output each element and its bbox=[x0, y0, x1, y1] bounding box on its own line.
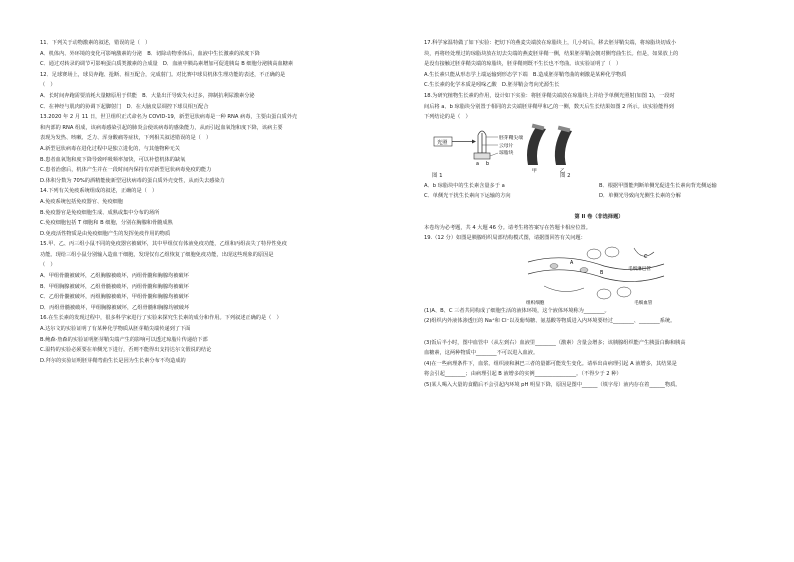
question-line: 间后将 a、b 琼脂块分别置于相同的去尖端胚芽鞘甲和乙的一侧，数天后生长结果如图 2 所示。该实验能得到 bbox=[424, 103, 674, 110]
option-item: B．根据甲图能判断单侧光促进生长素向背光侧运输 bbox=[599, 182, 717, 189]
question-line: D.拜尔的实验证明胚芽鞘弯曲生长是因为生长素分布不均造成的 bbox=[40, 357, 186, 364]
question-line: （ ） bbox=[40, 82, 56, 89]
question-line: 12．足球赛场上，球员奔跑、抢断、相互配合，完成射门。对比赛中球员机体生理功能的表述，不正确的是 bbox=[40, 71, 286, 78]
question-line: 表现为发热、咳嗽、乏力、浑身酸痛等症状，下列相关叙述错误的是（ ） bbox=[40, 135, 212, 142]
label-a: a bbox=[476, 161, 479, 167]
lymph-label: 毛细淋巴管 bbox=[628, 266, 651, 272]
question-line: 下列结论的是（ ） bbox=[424, 114, 471, 121]
figure-2-caption: 图 2 bbox=[560, 172, 571, 179]
capillary-label: 毛细血管 bbox=[634, 300, 653, 306]
label-b: b bbox=[486, 161, 490, 167]
plant-experiment-figure bbox=[432, 123, 632, 174]
question-line: C．通过对转录的调节可影响蛋白质类激素的合成量 D．血液中胰岛素增加可促进胰岛 B 细胞分泌胰高血糖素 bbox=[40, 61, 294, 68]
option-item: D．单侧光导致向光侧生长素的分解 bbox=[599, 193, 681, 200]
light-label: 光照 bbox=[437, 139, 448, 146]
cells-label: 组织细胞 bbox=[526, 300, 545, 306]
coleoptile-yi bbox=[555, 129, 572, 165]
section-title: 第 II 卷（非选择题） bbox=[574, 213, 624, 220]
question-line: 19.（12 分）如图是胰腺组织局部结构模式图，请据图回答有关问题： bbox=[424, 235, 586, 242]
figure-1-caption: 图 1 bbox=[432, 172, 443, 179]
question-line: 11．下列关于动物激素的叙述，错误的是（ ） bbox=[40, 40, 151, 46]
tissue-cell bbox=[587, 249, 601, 259]
question-line: D．丙组骨髓被破坏，甲组胸腺被破坏，乙组骨髓和胸腺均被破坏 bbox=[40, 304, 190, 311]
question-line: C.温特的实验必须要在单侧光下进行，否则不能得出支持达尔文假说的结论 bbox=[40, 347, 212, 354]
label-jia: 甲 bbox=[532, 168, 537, 174]
question-line: C.生长素的化学本质是吲哚乙酸 D.胚芽鞘会弯向光源生长 bbox=[424, 82, 560, 89]
leader-line bbox=[490, 153, 498, 156]
question-line: B.鲍森·詹森的实验证明胚芽鞘尖端产生的影响可以透过琼脂片传递给下部 bbox=[40, 336, 208, 343]
option-item: A．b 琼脂块中的生长素含量多于 a bbox=[424, 182, 505, 189]
question-line: 15.甲、乙、丙三组小鼠不同的免疫器官被破坏，其中甲组仅有体液免疫功能，乙组和丙组丧失了特异性免疫 bbox=[40, 241, 287, 248]
question-line: 18.为研究植物生长素的作用，设计如下实验：将胚芽鞘尖端放在琼脂块上并给予单侧光照射(如图 1)，一段时 bbox=[424, 92, 675, 99]
left-column bbox=[40, 38, 400, 366]
question-line: (5)某人喝入大量的食醋后不会引起内环境 pH 明显下降，原因是图中______（填字母）液内存在着______物质。 bbox=[424, 381, 681, 388]
option-item: C．单侧光干扰生长素向下运输的方向 bbox=[424, 193, 511, 200]
question-line: 块，再将经处理过的琼脂块放在切去尖端的燕麦胚芽鞘一侧，结果胚芽鞘会朝对侧弯曲生长。但是，如果放上的 bbox=[424, 50, 679, 57]
question-line: 本卷均为必考题，共 4 大题 46 分。请考生将答案写在答题卡相应位置。 bbox=[424, 224, 591, 231]
mica-label: 云母片 bbox=[499, 143, 514, 149]
tissue-diagram-svg bbox=[524, 244, 674, 306]
question-line: 是没有接触过胚芽鞘尖端的琼脂块，胚芽鞘则既不生长也不弯曲。该实验证明了（ ） bbox=[424, 61, 622, 68]
option-row bbox=[424, 191, 774, 202]
question-line: A.达尔文的实验证明了有某种化学物质从胚芽鞘尖端传递到了下面 bbox=[40, 326, 191, 333]
question-line: (3)饭后半小时，图中血管中（从左到右）血液里________（激素）含量会增多；该胰腺组织能产生胰蛋白酶和胰高 bbox=[424, 339, 686, 346]
question-line: （ ） bbox=[40, 262, 56, 269]
question-line: 将会引起________；由病理引起 B 液增多的实例________________。（不得少于 2 种） bbox=[424, 371, 622, 378]
blood-cell bbox=[580, 267, 588, 272]
question-line: D.体积分数为 70%的酒精能使新型冠状病毒的蛋白质外壳变性，从而失去感染力 bbox=[40, 177, 225, 184]
question-line: 13.2020 年 2 月 11 日，世卫组织正式命名为 COVID-19，新型冠状病毒是一种 RNA 病毒，主要由蛋白质外壳 bbox=[40, 114, 298, 121]
question-line: C.免疫细胞包括 T 细胞和 B 细胞，分别在胸腺和骨髓成熟 bbox=[40, 220, 173, 227]
light-arrowhead bbox=[472, 139, 476, 143]
question-line: A．甲组骨髓被破坏，乙组胸腺被破坏，丙组骨髓和胸腺均被破坏 bbox=[40, 273, 189, 280]
question-line: D.免疫活性物质是由免疫细胞产生的发挥免疫作用的物质 bbox=[40, 230, 171, 237]
question-line: (1)A、B、C 三者共同构成了细胞生活的液体环境，这个液体环境称为________。 bbox=[424, 307, 610, 314]
question-line: 血糖素，这两种物质中________不可以进入血液。 bbox=[424, 350, 539, 357]
label-B: B bbox=[600, 270, 604, 276]
option-row bbox=[424, 181, 774, 192]
question-line: B.患者血氧饱和度下降导致呼吸频率加快，可以补偿机体的缺氧 bbox=[40, 156, 186, 163]
agar-block bbox=[474, 153, 490, 159]
label-C: C bbox=[644, 254, 648, 260]
question-line: (4)在一些病理条件下，血浆、组织液和淋巴三者的量都可能发生变化。请举出由病理引起 A 液增多，其结果是 bbox=[424, 360, 677, 367]
question-line: A.新型冠状病毒在进化过程中是独立进化的，与其他物种无关 bbox=[40, 145, 180, 152]
question-line: A．长时间奔跑需要消耗大量糖原用于供能 B．大量出汗导致失水过多，抑制抗利尿激素分泌 bbox=[40, 92, 255, 99]
question-line: 14.下列有关免疫系统组成的叙述，正确的是（ ） bbox=[40, 188, 158, 195]
coleoptile-jia bbox=[527, 127, 546, 165]
question-line: A．机体内、外环境的变化可影响激素的分泌 B．切除动物垂体后，血液中生长激素的浓度下降 bbox=[40, 50, 260, 57]
question-18-options bbox=[424, 181, 774, 202]
lymph-vessel-2 bbox=[544, 286, 584, 292]
question-line: 17.科学家温特做了如下实验：把切下的燕麦尖端放在琼脂块上，几小时后，移去胚芽鞘尖端，将琼脂块切成小 bbox=[424, 40, 677, 46]
question-line: C.患者治愈后，机体产生并在一段时间内保持有对新型冠状病毒免疫的能力 bbox=[40, 167, 212, 174]
tissue-cell bbox=[597, 289, 611, 299]
question-line: C．在神经与肌肉的协调下起脚射门 D．在大脑皮层调控下球员相互配合 bbox=[40, 103, 209, 110]
right-column bbox=[424, 38, 774, 390]
question-line: 功能。现给三组小鼠分别输入造血干细胞，发现仅有乙组恢复了细胞免疫功能，出现这些现象的原因是 bbox=[40, 251, 274, 258]
question-line: 16.在生长素的发现过程中，很多科学家进行了实验来探究生长素的成分和作用。下列叙述正确的是（ ） bbox=[40, 315, 282, 322]
agar-label: 琼脂块 bbox=[499, 150, 514, 156]
question-19-intro bbox=[424, 223, 774, 244]
question-line: B.免疫器官是免疫细胞生成、成熟或集中分布的场所 bbox=[40, 209, 160, 216]
question-line bbox=[424, 327, 774, 338]
question-line: B．甲组胸腺被破坏，乙组骨髓被破坏，丙组骨髓和胸腺均被破坏 bbox=[40, 283, 189, 290]
pancreas-tissue-diagram bbox=[524, 244, 664, 306]
blood-cell bbox=[550, 263, 558, 268]
question-19-parts bbox=[424, 306, 774, 391]
tissue-cell bbox=[617, 287, 631, 297]
question-line: A.生长素只能从形态学上端运输到形态学下端 B.造成胚芽鞘弯曲的刺激是某种化学物质 bbox=[424, 71, 627, 78]
tissue-cell bbox=[605, 247, 619, 257]
question-line: (2)组织内外液体渗透压的 Na⁺和 Cl⁻以及葡萄糖、氨基酸等物质进入内环境要经过________、________系统。 bbox=[424, 318, 676, 325]
question-line: 和内部的 RNA 组成，该病毒感染引起的肺炎会使该病毒的感染能力，从而引起血氧饱和度下降，该病主要 bbox=[40, 124, 283, 131]
tip-label: 胚芽鞘尖端 bbox=[499, 135, 523, 141]
question-line: C．乙组骨髓被破坏，丙组胸腺被破坏，甲组骨髓和胸腺均被破坏 bbox=[40, 294, 189, 301]
question-line: A.免疫系统包括免疫器官、免疫细胞 bbox=[40, 198, 123, 205]
figure-1-2 bbox=[432, 123, 774, 181]
question-17-18 bbox=[424, 38, 774, 123]
label-A: A bbox=[570, 260, 574, 266]
label-yi: 乙 bbox=[560, 168, 565, 174]
